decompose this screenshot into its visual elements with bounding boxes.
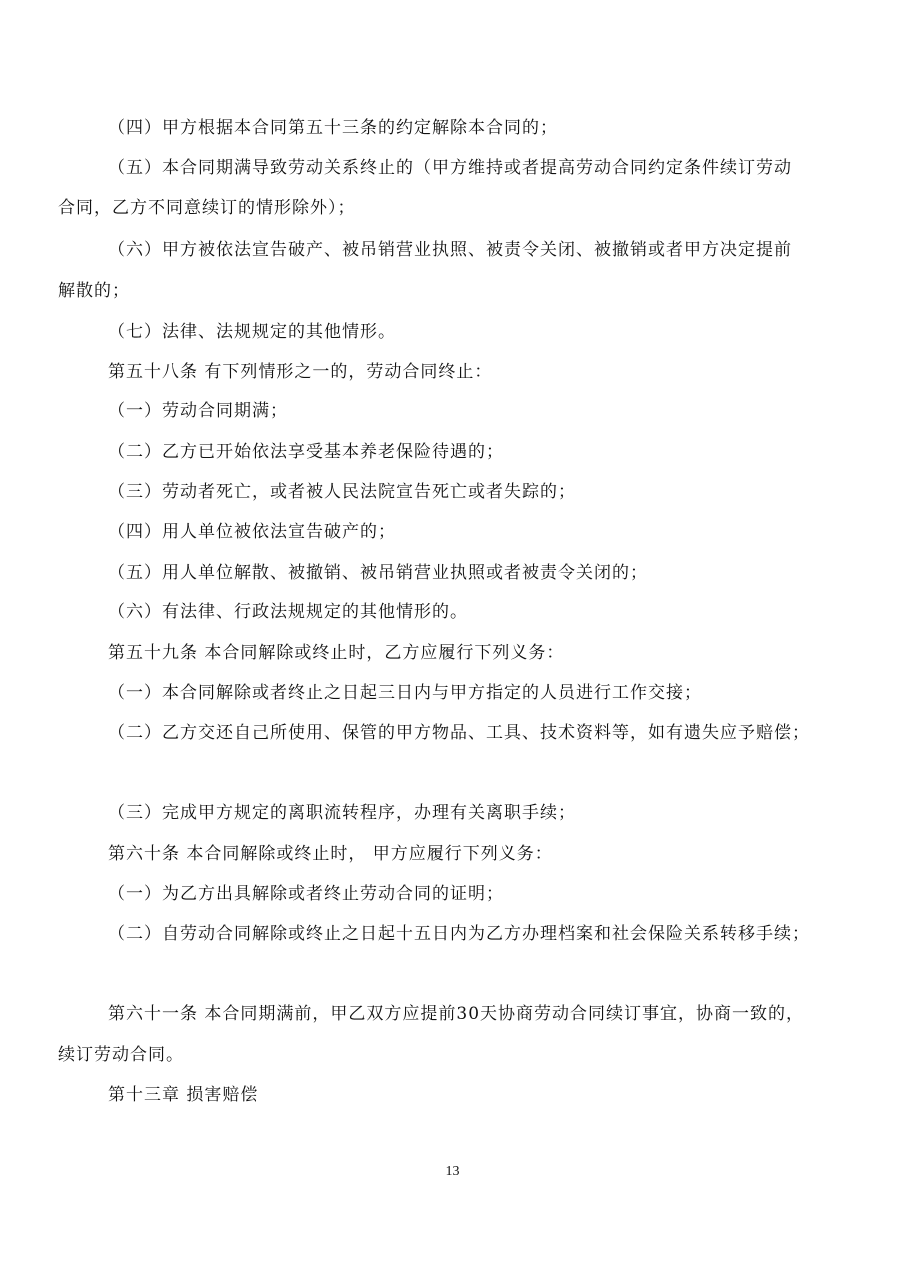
clause-line: （一）为乙方出具解除或者终止劳动合同的证明； xyxy=(108,884,504,904)
clause-line: （二）自劳动合同解除或终止之日起十五日内为乙方办理档案和社会保险关系转移手续； xyxy=(108,924,810,944)
clause-line: （三）劳动者死亡，或者被人民法院宣告死亡或者失踪的； xyxy=(108,482,576,502)
article-heading: 第五十八条 有下列情形之一的，劳动合同终止： xyxy=(108,362,493,382)
clause-line: （五）用人单位解散、被撤销、被吊销营业执照或者被责令关闭的； xyxy=(108,563,648,583)
chapter-heading: 第十三章 损害赔偿 xyxy=(108,1085,259,1105)
page-number: 13 xyxy=(445,1164,460,1179)
article-heading: 第六十条 本合同解除或终止时， 甲方应履行下列义务： xyxy=(108,844,553,864)
clause-line: （一）本合同解除或者终止之日起三日内与甲方指定的人员进行工作交接； xyxy=(108,683,702,703)
clause-line: （二）乙方交还自己所使用、保管的甲方物品、工具、技术资料等，如有遗失应予赔偿； xyxy=(108,723,810,743)
article-heading: 第五十九条 本合同解除或终止时，乙方应履行下列义务： xyxy=(108,643,565,663)
clause-line: （六）有法律、行政法规规定的其他情形的。 xyxy=(108,602,468,622)
clause-line: （二）乙方已开始依法享受基本养老保险待遇的； xyxy=(108,442,504,462)
clause-line: 解散的； xyxy=(58,281,130,301)
clause-line: （五）本合同期满导致劳动关系终止的（甲方维持或者提高劳动合同约定条件续订劳动 xyxy=(108,158,792,178)
clause-line: （四）用人单位被依法宣告破产的； xyxy=(108,522,396,542)
clause-line: （三）完成甲方规定的离职流转程序，办理有关离职手续； xyxy=(108,803,576,823)
clause-line: （一）劳动合同期满； xyxy=(108,401,288,421)
clause-line: （六）甲方被依法宣告破产、被吊销营业执照、被责令关闭、被撤销或者甲方决定提前 xyxy=(108,240,792,260)
clause-line: 合同，乙方不同意续订的情形除外）； xyxy=(58,198,356,218)
clause-line: （四）甲方根据本合同第五十三条的约定解除本合同的； xyxy=(108,118,558,138)
clause-line: （七）法律、法规规定的其他情形。 xyxy=(108,322,396,342)
article-heading: 第六十一条 本合同期满前，甲乙双方应提前30天协商劳动合同续订事宜，协商一致的， xyxy=(108,1004,805,1024)
clause-line: 续订劳动合同。 xyxy=(58,1045,184,1065)
